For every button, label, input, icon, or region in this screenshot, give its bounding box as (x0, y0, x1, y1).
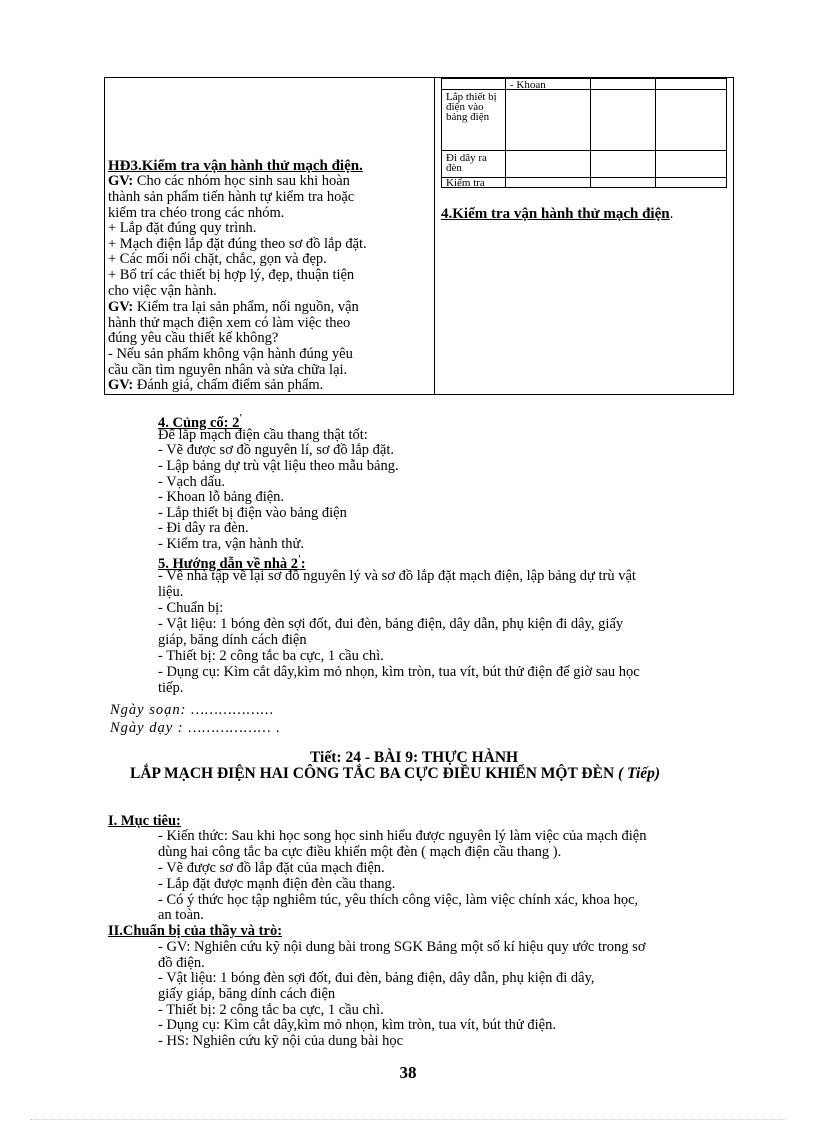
preparation-line: - Dụng cụ: Kìm cắt dây,kìm mỏ nhọn, kìm tròn, tua vít, bút thử điện. (158, 1017, 556, 1033)
lesson-title: LẮP MẠCH ĐIỆN HAI CÔNG TẮC BA CỰC ĐIỀU KHIỂN MỘT ĐÈN ( Tiếp) (130, 765, 661, 782)
cungco-item: - Kiểm tra, vận hành thử. (158, 536, 304, 552)
gv-label: GV: (108, 173, 134, 189)
preparation-line: giấy giáp, băng dính cách điện (158, 986, 336, 1002)
table-left-line: hành thử mạch điện xem có làm việc theo (108, 315, 351, 331)
page-number: 38 (399, 1063, 417, 1082)
cungco-item: - Lắp thiết bị điện vào bảng điện (158, 505, 347, 521)
table-right-heading: 4.Kiểm tra vận hành thử mạch điện. (441, 206, 674, 222)
table-left-line: + Bố trí các thiết bị hợp lý, đẹp, thuận tiện (108, 267, 355, 283)
gv-text: Cho các nhóm học sinh sau khi hoàn (133, 173, 350, 189)
huongdan-line: tiếp. (158, 680, 184, 696)
huongdan-line: liệu. (158, 584, 184, 600)
table-left-line: - Nếu sản phẩm không vận hành đúng yêu (108, 346, 353, 362)
objectives-line: dùng hai công tắc ba cực điều khiển một đèn ( mạch điện cầu thang ). (158, 844, 562, 860)
gv-line-2 (108, 299, 359, 315)
table-column-divider (434, 77, 435, 395)
date-prepared: Ngày soạn: ……………... (110, 702, 275, 718)
cungco-item: - Vạch dấu. (158, 474, 225, 490)
page-border-dotted (30, 1119, 786, 1120)
gv-label: GV: (108, 299, 134, 315)
cungco-item: - Vẽ được sơ đồ nguyên lí, sơ đồ lắp đặt. (158, 442, 394, 458)
objectives-heading: I. Mục tiêu: (108, 813, 181, 829)
cungco-intro: Để lắp mạch điện cầu thang thật tốt: (158, 427, 368, 443)
step-cell-khoan: - Khoan (510, 79, 546, 91)
table-left-line: thành sản phẩm tiến hành tự kiểm tra hoặc (108, 189, 355, 205)
preparation-heading: II.Chuẩn bị của thầy và trò: (108, 923, 283, 939)
objectives-line: - Có ý thức học tập nghiêm túc, yêu thích công việc, làm việc chính xác, khoa học, (158, 892, 639, 908)
huongdan-heading: 5. Hướng dẫn về nhà 2': (158, 554, 306, 572)
lesson-number: Tiết: 24 - BÀI 9: THỰC HÀNH (310, 749, 519, 766)
gv-text: Đánh giá, chấm điểm sản phẩm. (133, 377, 324, 393)
step-cell-kiem-tra: Kiểm tra (446, 177, 485, 189)
huongdan-line: - Thiết bị: 2 công tắc ba cực, 1 cầu chì. (158, 648, 384, 664)
work-steps-table (441, 78, 727, 188)
preparation-line: - Vật liệu: 1 bóng đèn sợi đốt, đui đèn, bảng điện, dây dẫn, phụ kiện đi dây, (158, 970, 595, 986)
gv-label: GV: (108, 377, 134, 393)
step-cell-di-day: Đi dây ra đèn (446, 152, 487, 174)
cungco-item: - Đi dây ra đèn. (158, 520, 249, 536)
huongdan-line: - Về nhà tập vẽ lại sơ đồ nguyên lý và sơ đồ lắp đặt mạch điện, lập bảng dự trù vật (158, 568, 636, 584)
table-left-line: đúng yêu cầu thiết kế không? (108, 330, 279, 346)
table-left-line: + Lắp đặt đúng quy trình. (108, 220, 257, 236)
table-left-line: kiểm tra chéo trong các nhóm. (108, 205, 285, 221)
gv-line-3 (108, 377, 323, 393)
table-left-line: + Mạch điện lắp đặt đúng theo sơ đồ lắp đặt. (108, 236, 367, 252)
date-taught: Ngày dạy : ……………… . (110, 720, 281, 736)
cungco-heading: 4. Củng cố: 2' (158, 413, 243, 431)
cungco-item: - Khoan lỗ bảng điện. (158, 489, 285, 505)
huongdan-line: - Dụng cụ: Kìm cắt dây,kìm mỏ nhọn, kìm tròn, tua vít, bút thử điện để giờ sau học (158, 664, 640, 680)
objectives-line: - Kiến thức: Sau khi học song học sinh hiểu được nguyên lý làm việc của mạch điện (158, 828, 647, 844)
table-left-heading: HĐ3.Kiểm tra vận hành thử mạch điện. (108, 158, 363, 174)
cungco-item: - Lập bảng dự trù vật liệu theo mẫu bảng. (158, 458, 399, 474)
gv-text: Kiểm tra lại sản phẩm, nối nguồn, vận (133, 299, 359, 315)
preparation-line: đồ điện. (158, 955, 205, 971)
huongdan-line: - Vật liệu: 1 bóng đèn sợi đốt, đui đèn, bảng điện, dây dẫn, phụ kiện đi dây, giấy (158, 616, 624, 632)
preparation-line: - Thiết bị: 2 công tắc ba cực, 1 cầu chì. (158, 1002, 384, 1018)
gv-line-1 (108, 173, 350, 189)
step-cell-lap-thiet-bi: Lắp thiết bị điện vào bảng điện (446, 91, 497, 123)
preparation-line: - GV: Nghiên cứu kỹ nội dung bài trong SGK Bảng một số kí hiệu quy ước trong sơ (158, 939, 646, 955)
huongdan-line: - Chuẩn bị: (158, 600, 224, 616)
preparation-line: - HS: Nghiên cứu kỹ nội của dung bài học (158, 1033, 404, 1049)
table-left-line: + Các mối nối chặt, chắc, gọn và đẹp. (108, 251, 327, 267)
objectives-line: - Vẽ được sơ đồ lắp đặt của mạch điện. (158, 860, 385, 876)
objectives-line: an toàn. (158, 907, 204, 923)
table-left-line: cho việc vận hành. (108, 283, 217, 299)
objectives-line: - Lắp đặt được mạnh điện đèn cầu thang. (158, 876, 396, 892)
huongdan-line: giáp, băng dính cách điện (158, 632, 307, 648)
table-left-line: cầu cần tìm nguyên nhân và sửa chữa lại. (108, 362, 348, 378)
